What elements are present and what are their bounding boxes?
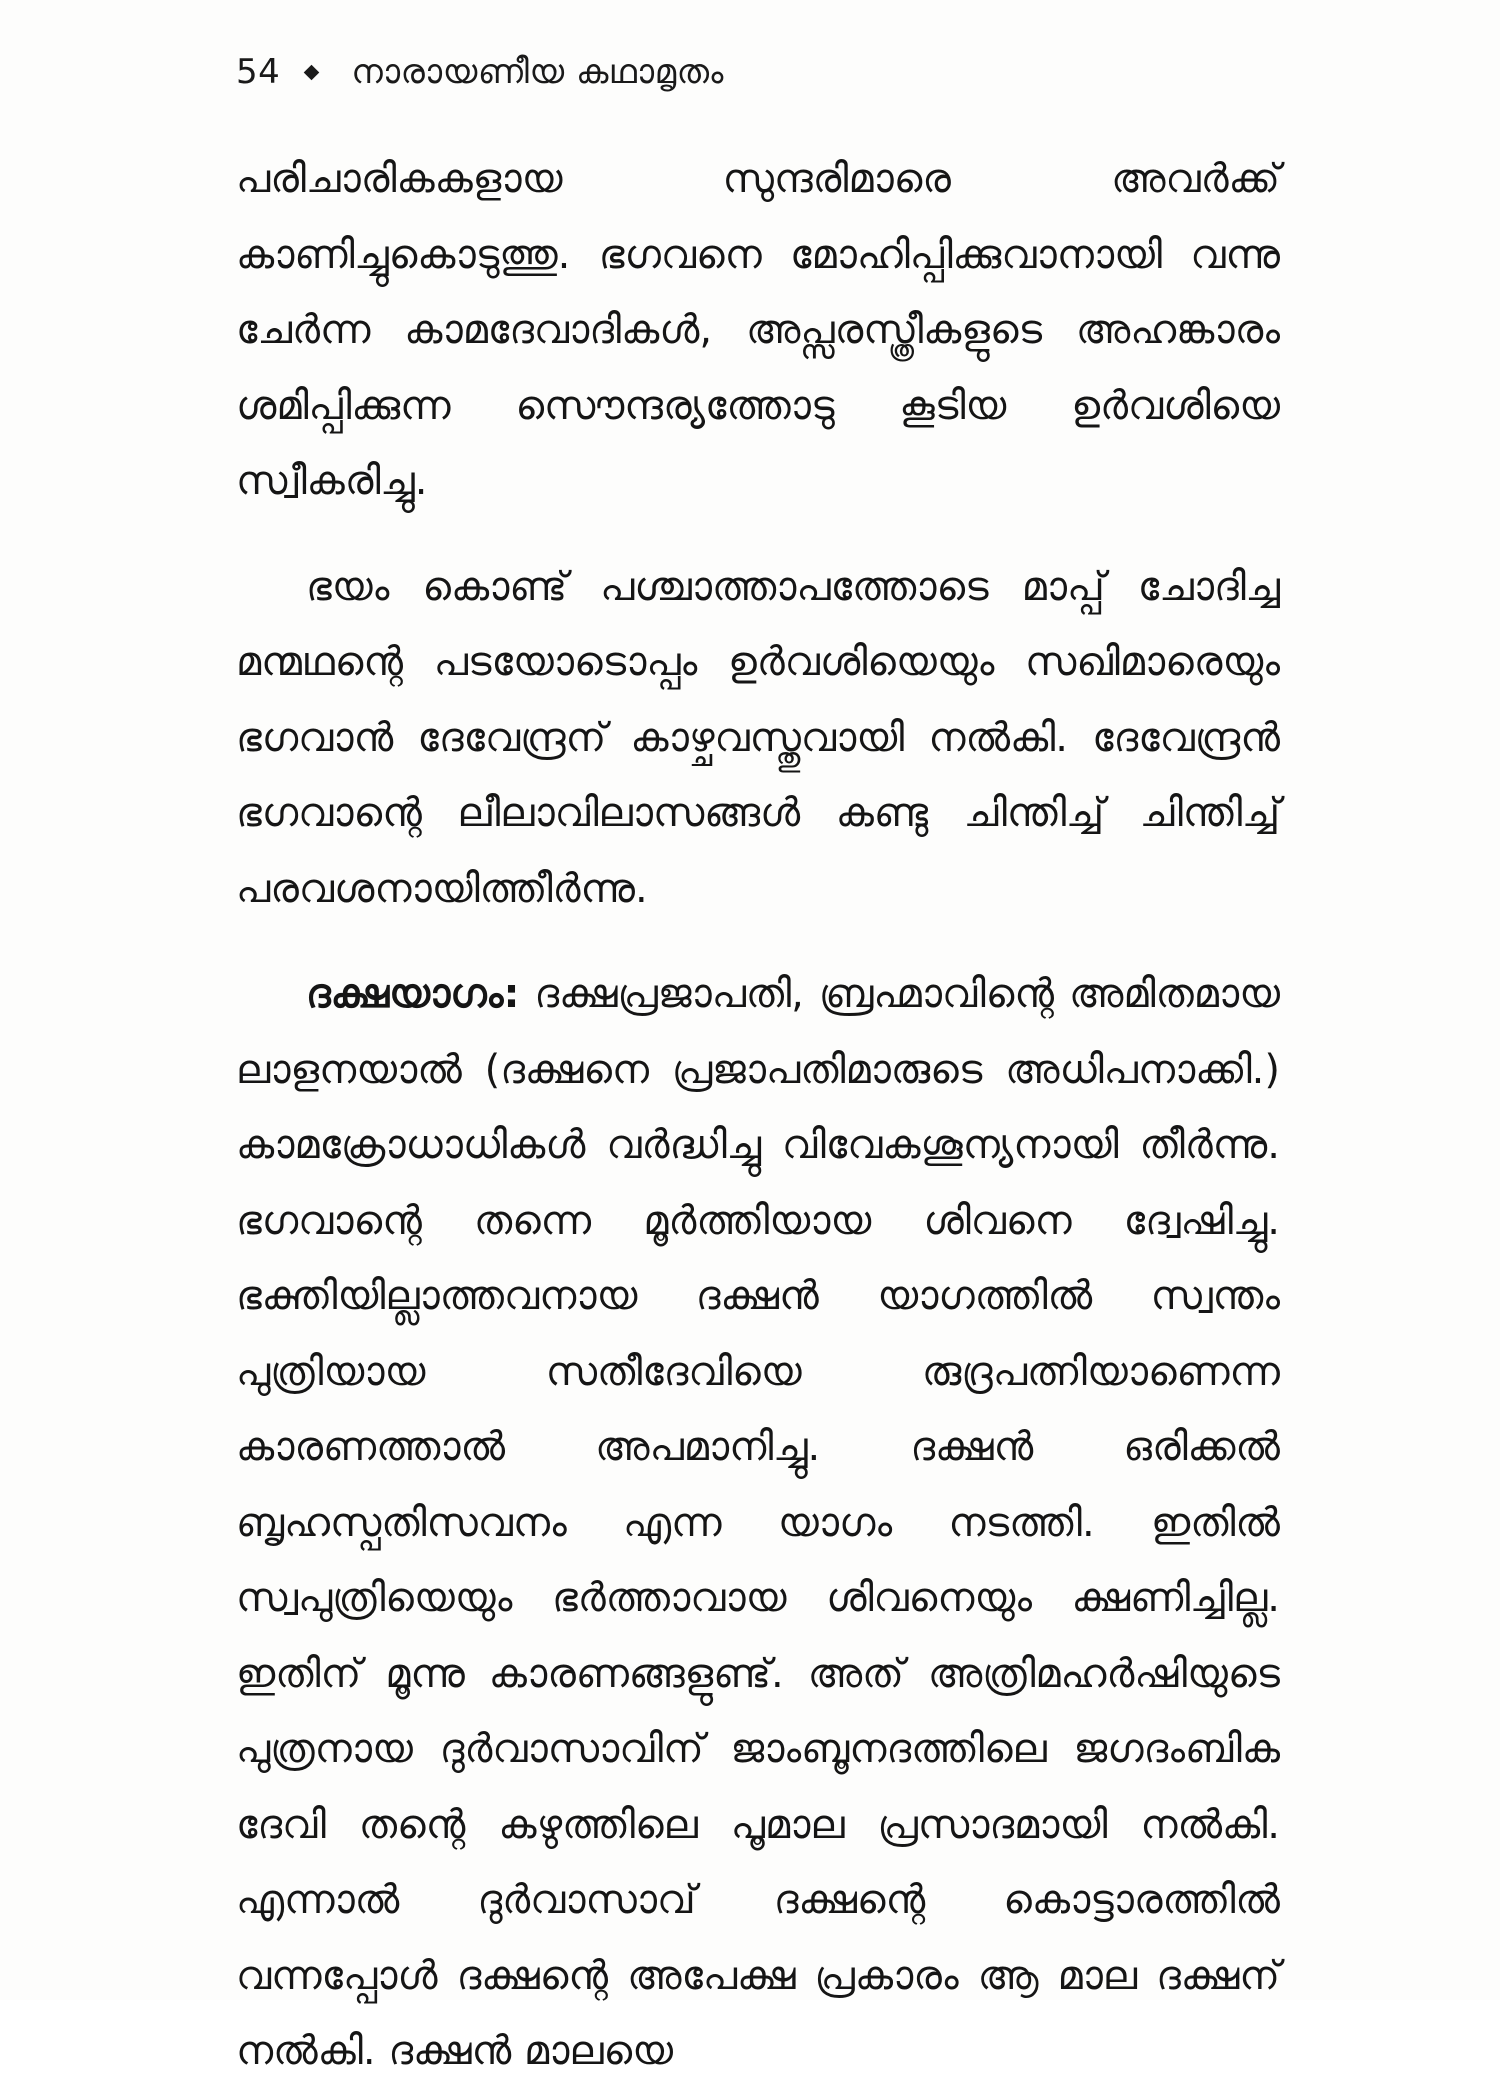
- diamond-bullet-icon: [304, 64, 320, 80]
- page-header: [236, 42, 724, 102]
- page-body: [236, 142, 1280, 2090]
- paragraph-urvashi-offering: ഭയം കൊണ്ട് പശ്ചാത്താപത്തോടെ മാപ്പ് ചോദിച്ച മന്മഥന്റെ പടയോടൊപ്പം ഉർവശിയെയും സഖിമാരെയും ഭഗവാൻ ദേവേന്ദ്രന് കാഴ്ചവസ്തുവായി നൽകി. ദേവേന്ദ്രൻ ഭഗവാന്റെ ലീലാവിലാസങ്ങൾ കണ്ടു ചിന്തിച്ച് ചിന്തിച്ച് പരവശനായിത്തീർന്നു.: [236, 563, 1280, 912]
- paragraph-daksha-yaga: [236, 957, 1280, 2090]
- section-heading-daksha-yaga: ദക്ഷയാഗം:: [306, 971, 520, 1017]
- running-title: നാരായണീയ കഥാമൃതം: [351, 52, 724, 92]
- paragraph-daksha-yaga-text: ദക്ഷപ്രജാപതി, ബ്രഹ്മാവിന്റെ അമിതമായ ലാളനയാൽ (ദക്ഷനെ പ്രജാപതിമാരുടെ അധിപനാക്കി.) കാമക്രോധാധികൾ വർദ്ധിച്ചു വിവേകശൂന്യനായി തീർന്നു. ഭഗവാന്റെ തന്നെ മൂർത്തിയായ ശിവനെ ദ്വേഷിച്ചു. ഭക്തിയില്ലാത്തവനായ ദക്ഷൻ യാഗത്തിൽ സ്വന്തം പുത്രിയായ സതീദേവിയെ രുദ്രപത്നിയാണെന്ന കാരണത്താൽ അപമാനിച്ചു. ദക്ഷൻ ഒരിക്കൽ ബൃഹസ്പതിസവനം എന്ന യാഗം നടത്തി. ഇതിൽ സ്വപുത്രിയെയും ഭർത്താവായ ശിവനെയും ക്ഷണിച്ചില്ല. ഇതിന് മൂന്നു കാരണങ്ങളുണ്ട്. അത് അത്രിമഹർഷിയുടെ പുത്രനായ ദുർവാസാവിന് ജാംബൂനദത്തിലെ ജഗദംബിക ദേവി തന്റെ കഴുത്തിലെ പൂമാല പ്രസാദമായി നൽകി. എന്നാൽ ദുർവാസാവ് ദക്ഷന്റെ കൊട്ടാരത്തിൽ വന്നപ്പോൾ ദക്ഷന്റെ അപേക്ഷ പ്രകാരം ആ മാല ദക്ഷന് നൽകി. ദക്ഷൻ മാലയെ: [236, 971, 1280, 2074]
- page-number: 54: [236, 52, 281, 92]
- paragraph-continuation: പരിചാരികകളായ സുന്ദരിമാരെ അവർക്ക് കാണിച്ചുകൊടുത്തു. ഭഗവനെ മോഹിപ്പിക്കുവാനായി വന്നു ചേർന്ന കാമദേവാദികൾ, അപ്സരസ്ത്രീകളുടെ അഹങ്കാരം ശമിപ്പിക്കുന്ന സൌന്ദര്യത്തോടു കൂടിയ ഉർവശിയെ സ്വീകരിച്ചു.: [236, 156, 1280, 504]
